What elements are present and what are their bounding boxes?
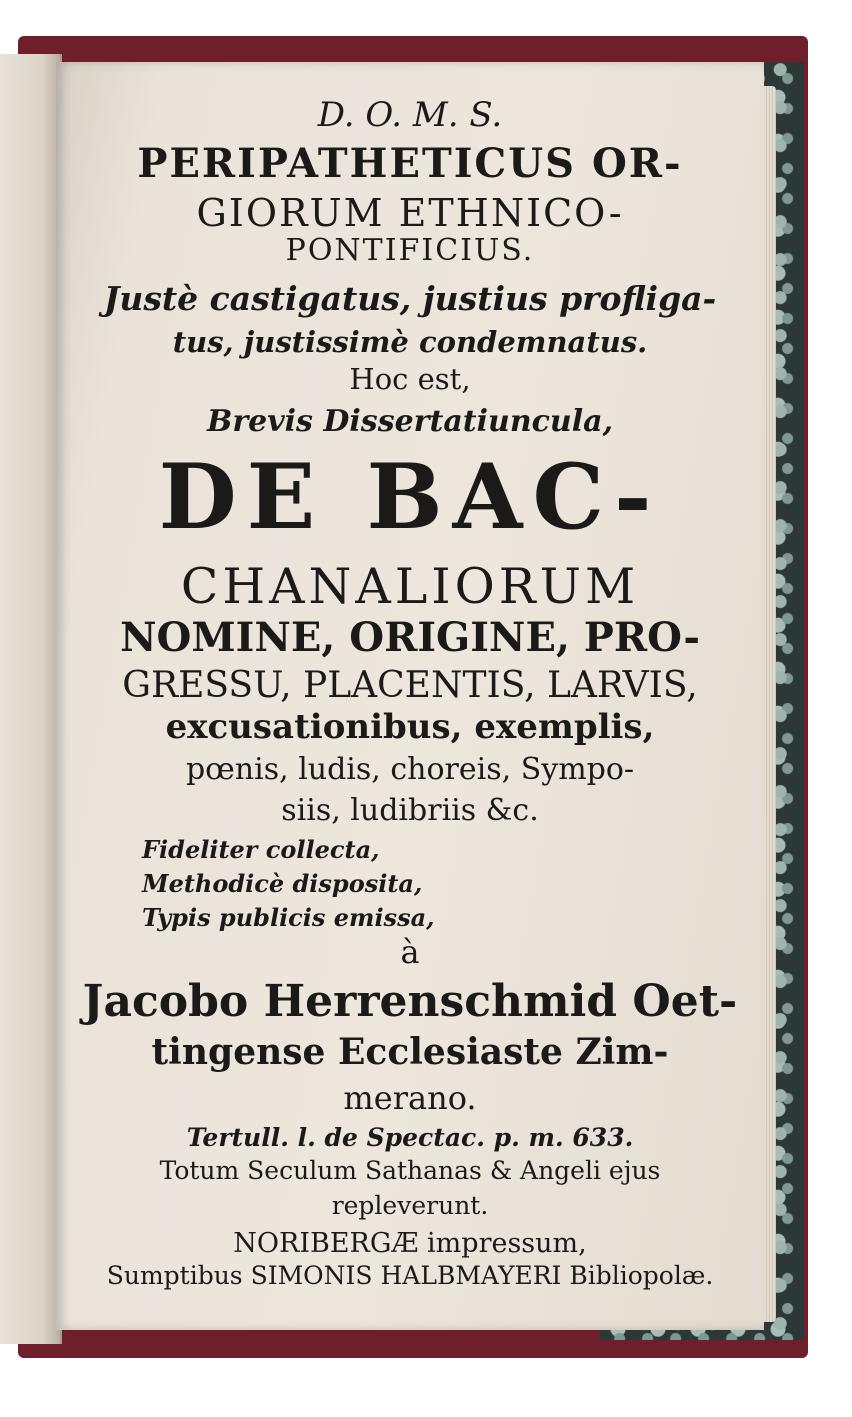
- tertullian-reference: Tertull. l. de Spectac. p. m. 633.: [186, 1123, 634, 1152]
- subtitle-line-1: Justè castigatus, justius profliga-: [103, 279, 717, 318]
- main-title-line-2: CHANALIORUM: [180, 558, 640, 615]
- fideliter-collecta: Fideliter collecta,: [142, 835, 380, 864]
- brevis-dissertatiuncula: Brevis Dissertatiuncula,: [206, 404, 614, 439]
- imprint-line-2: Sumptibus SIMONIS HALBMAYERI Bibliopolæ.: [106, 1261, 714, 1290]
- main-title-line-7: siis, ludibriis &c.: [281, 793, 539, 828]
- hoc-est: Hoc est,: [349, 362, 471, 396]
- imprint-line-1: NORIBERGÆ impressum,: [233, 1228, 587, 1259]
- quote-line-2: repleverunt.: [331, 1191, 489, 1220]
- title-line-1: PERIPATHETICUS OR-: [137, 140, 683, 187]
- author-line-1: Jacobo Herrenschmid Oet-: [82, 976, 738, 1027]
- title-line-3: PONTIFICIUS.: [285, 233, 535, 268]
- main-title-line-3: NOMINE, ORIGINE, PRO-: [119, 614, 701, 661]
- dedication: D. O. M. S.: [317, 95, 503, 135]
- a-preposition: à: [400, 933, 420, 971]
- main-title-line-4: GRESSU, PLACENTIS, LARVIS,: [122, 665, 698, 706]
- author-line-3: merano.: [343, 1079, 477, 1117]
- typis-publicis-emissa: Typis publicis emissa,: [142, 903, 435, 932]
- methodice-disposita: Methodicè disposita,: [142, 869, 423, 898]
- main-title-line-6: pœnis, ludis, choreis, Sympo-: [185, 752, 635, 787]
- main-title-line-1: DE BAC-: [158, 444, 662, 550]
- main-title-line-5: excusationibus, exemplis,: [165, 707, 655, 747]
- author-line-2: tingense Ecclesiaste Zim-: [151, 1031, 669, 1073]
- subtitle-line-2: tus, justissimè condemnatus.: [172, 325, 648, 359]
- quote-line-1: Totum Seculum Sathanas & Angeli ejus: [159, 1156, 661, 1185]
- title-line-2: GIORUM ETHNICO-: [196, 191, 624, 235]
- facing-leaf: [0, 54, 62, 1344]
